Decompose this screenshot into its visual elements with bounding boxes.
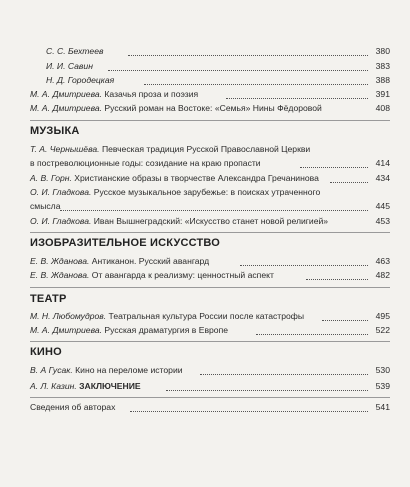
entry-page: 414 (375, 158, 390, 168)
entry-page: 482 (375, 270, 390, 280)
entry-page: 445 (375, 201, 390, 211)
entry-page: 522 (375, 325, 390, 335)
toc-entry (30, 379, 390, 393)
leader-dots (306, 278, 368, 280)
section-heading: ТЕАТР (30, 293, 67, 305)
entry-title: Иван Вышнеградский: «Искусство станет новой религией» (93, 216, 329, 226)
entry-author: Е. В. Жданова. (30, 270, 90, 280)
entry-author: Т. А. Чернышёва. (30, 144, 100, 154)
entry-author: С. С. Бехтеев (46, 46, 104, 56)
toc-entry (30, 268, 390, 282)
entry-author: М. А. Дмитриева. (30, 89, 103, 99)
leader-dots (226, 97, 368, 99)
entry-title: Театральная культура России после катастрофы (108, 311, 305, 321)
toc-entry-cont (30, 199, 390, 213)
entry-title: в постреволюционные годы: созидание на краю пропасти (30, 158, 261, 168)
leader-dots (300, 166, 368, 168)
entry-title: Русская драматургия в Европе (104, 325, 229, 335)
entry-author: Н. Д. Городецкая (46, 75, 115, 85)
entry-title: Христианские образы в творчестве Александра Гречанинова (74, 173, 319, 183)
entry-page: 463 (375, 256, 390, 266)
leader-dots (130, 410, 368, 412)
section-heading: КИНО (30, 346, 62, 358)
leader-dots (240, 264, 368, 266)
entry-author: М. Н. Любомудров. (30, 311, 107, 321)
entry-author: В. А Гусак. (30, 365, 73, 375)
entry-title: Певческая традиция Русской Православной Церкви (101, 144, 311, 154)
entry-page: 383 (375, 61, 390, 71)
entry-page: 539 (375, 381, 390, 391)
entry-author: О. И. Гладкова. (30, 216, 92, 226)
leader-dots (108, 69, 368, 71)
entry-author: Е. В. Жданова. (30, 256, 90, 266)
entry-page: 388 (375, 75, 390, 85)
entry-author: И. И. Савин (46, 61, 93, 71)
leader-dots (200, 373, 368, 375)
entry-title: Русский роман на Востоке: «Семья» Нины Фёдоровой (104, 103, 322, 113)
toc-entry (30, 142, 390, 156)
entry-page: 530 (375, 365, 390, 375)
toc-entry (46, 73, 390, 87)
leader-dots (330, 181, 368, 183)
entry-author: А. В. Горн. (30, 173, 72, 183)
leader-dots (166, 389, 368, 391)
section-divider (30, 397, 390, 398)
toc-entry (30, 185, 390, 199)
entry-author: А. Л. Казин. (30, 381, 77, 391)
toc-entry (30, 309, 390, 323)
entry-title: Казачья проза и поэзия (104, 89, 199, 99)
entry-page: 453 (375, 216, 390, 226)
toc-entry (30, 323, 390, 337)
section-divider (30, 287, 390, 288)
entry-title: смысла (30, 201, 61, 211)
section-heading: ИЗОБРАЗИТЕЛЬНОЕ ИСКУССТВО (30, 237, 221, 249)
toc-entry (30, 254, 390, 268)
entry-title: ЗАКЛЮЧЕНИЕ (79, 381, 141, 391)
entry-page: 380 (375, 46, 390, 56)
entry-page: 391 (375, 89, 390, 99)
toc-entry (30, 363, 390, 377)
section-divider (30, 341, 390, 342)
toc-entry (30, 400, 390, 414)
toc-entry (30, 171, 390, 185)
leader-dots (256, 333, 368, 335)
section-divider (30, 232, 390, 233)
leader-dots (322, 319, 368, 321)
entry-page: 434 (375, 173, 390, 183)
toc-entry (46, 59, 390, 73)
leader-dots (144, 83, 368, 85)
entry-author: М. А. Дмитриева. (30, 103, 103, 113)
leader-dots (60, 209, 368, 211)
entry-author: М. А. Дмитриева. (30, 325, 103, 335)
toc-entry (30, 101, 390, 115)
toc-entry (30, 87, 390, 101)
entry-title: Русское музыкальное зарубежье: в поисках утраченного (93, 187, 321, 197)
leader-dots (128, 54, 368, 56)
entry-page: 495 (375, 311, 390, 321)
toc-entry-cont (30, 156, 390, 170)
authors-info-title: Сведения об авторах (30, 402, 116, 412)
entry-author: О. И. Гладкова. (30, 187, 92, 197)
toc-entry (30, 214, 390, 228)
entry-title: От авангарда к реализму: ценностный аспект (91, 270, 274, 280)
toc-entry (46, 44, 390, 58)
section-heading: МУЗЫКА (30, 125, 80, 137)
entry-title: Антиканон. Русский авангард (91, 256, 210, 266)
entry-title: Кино на переломе истории (75, 365, 183, 375)
section-divider (30, 120, 390, 121)
entry-page: 408 (375, 103, 390, 113)
entry-page: 541 (375, 402, 390, 412)
